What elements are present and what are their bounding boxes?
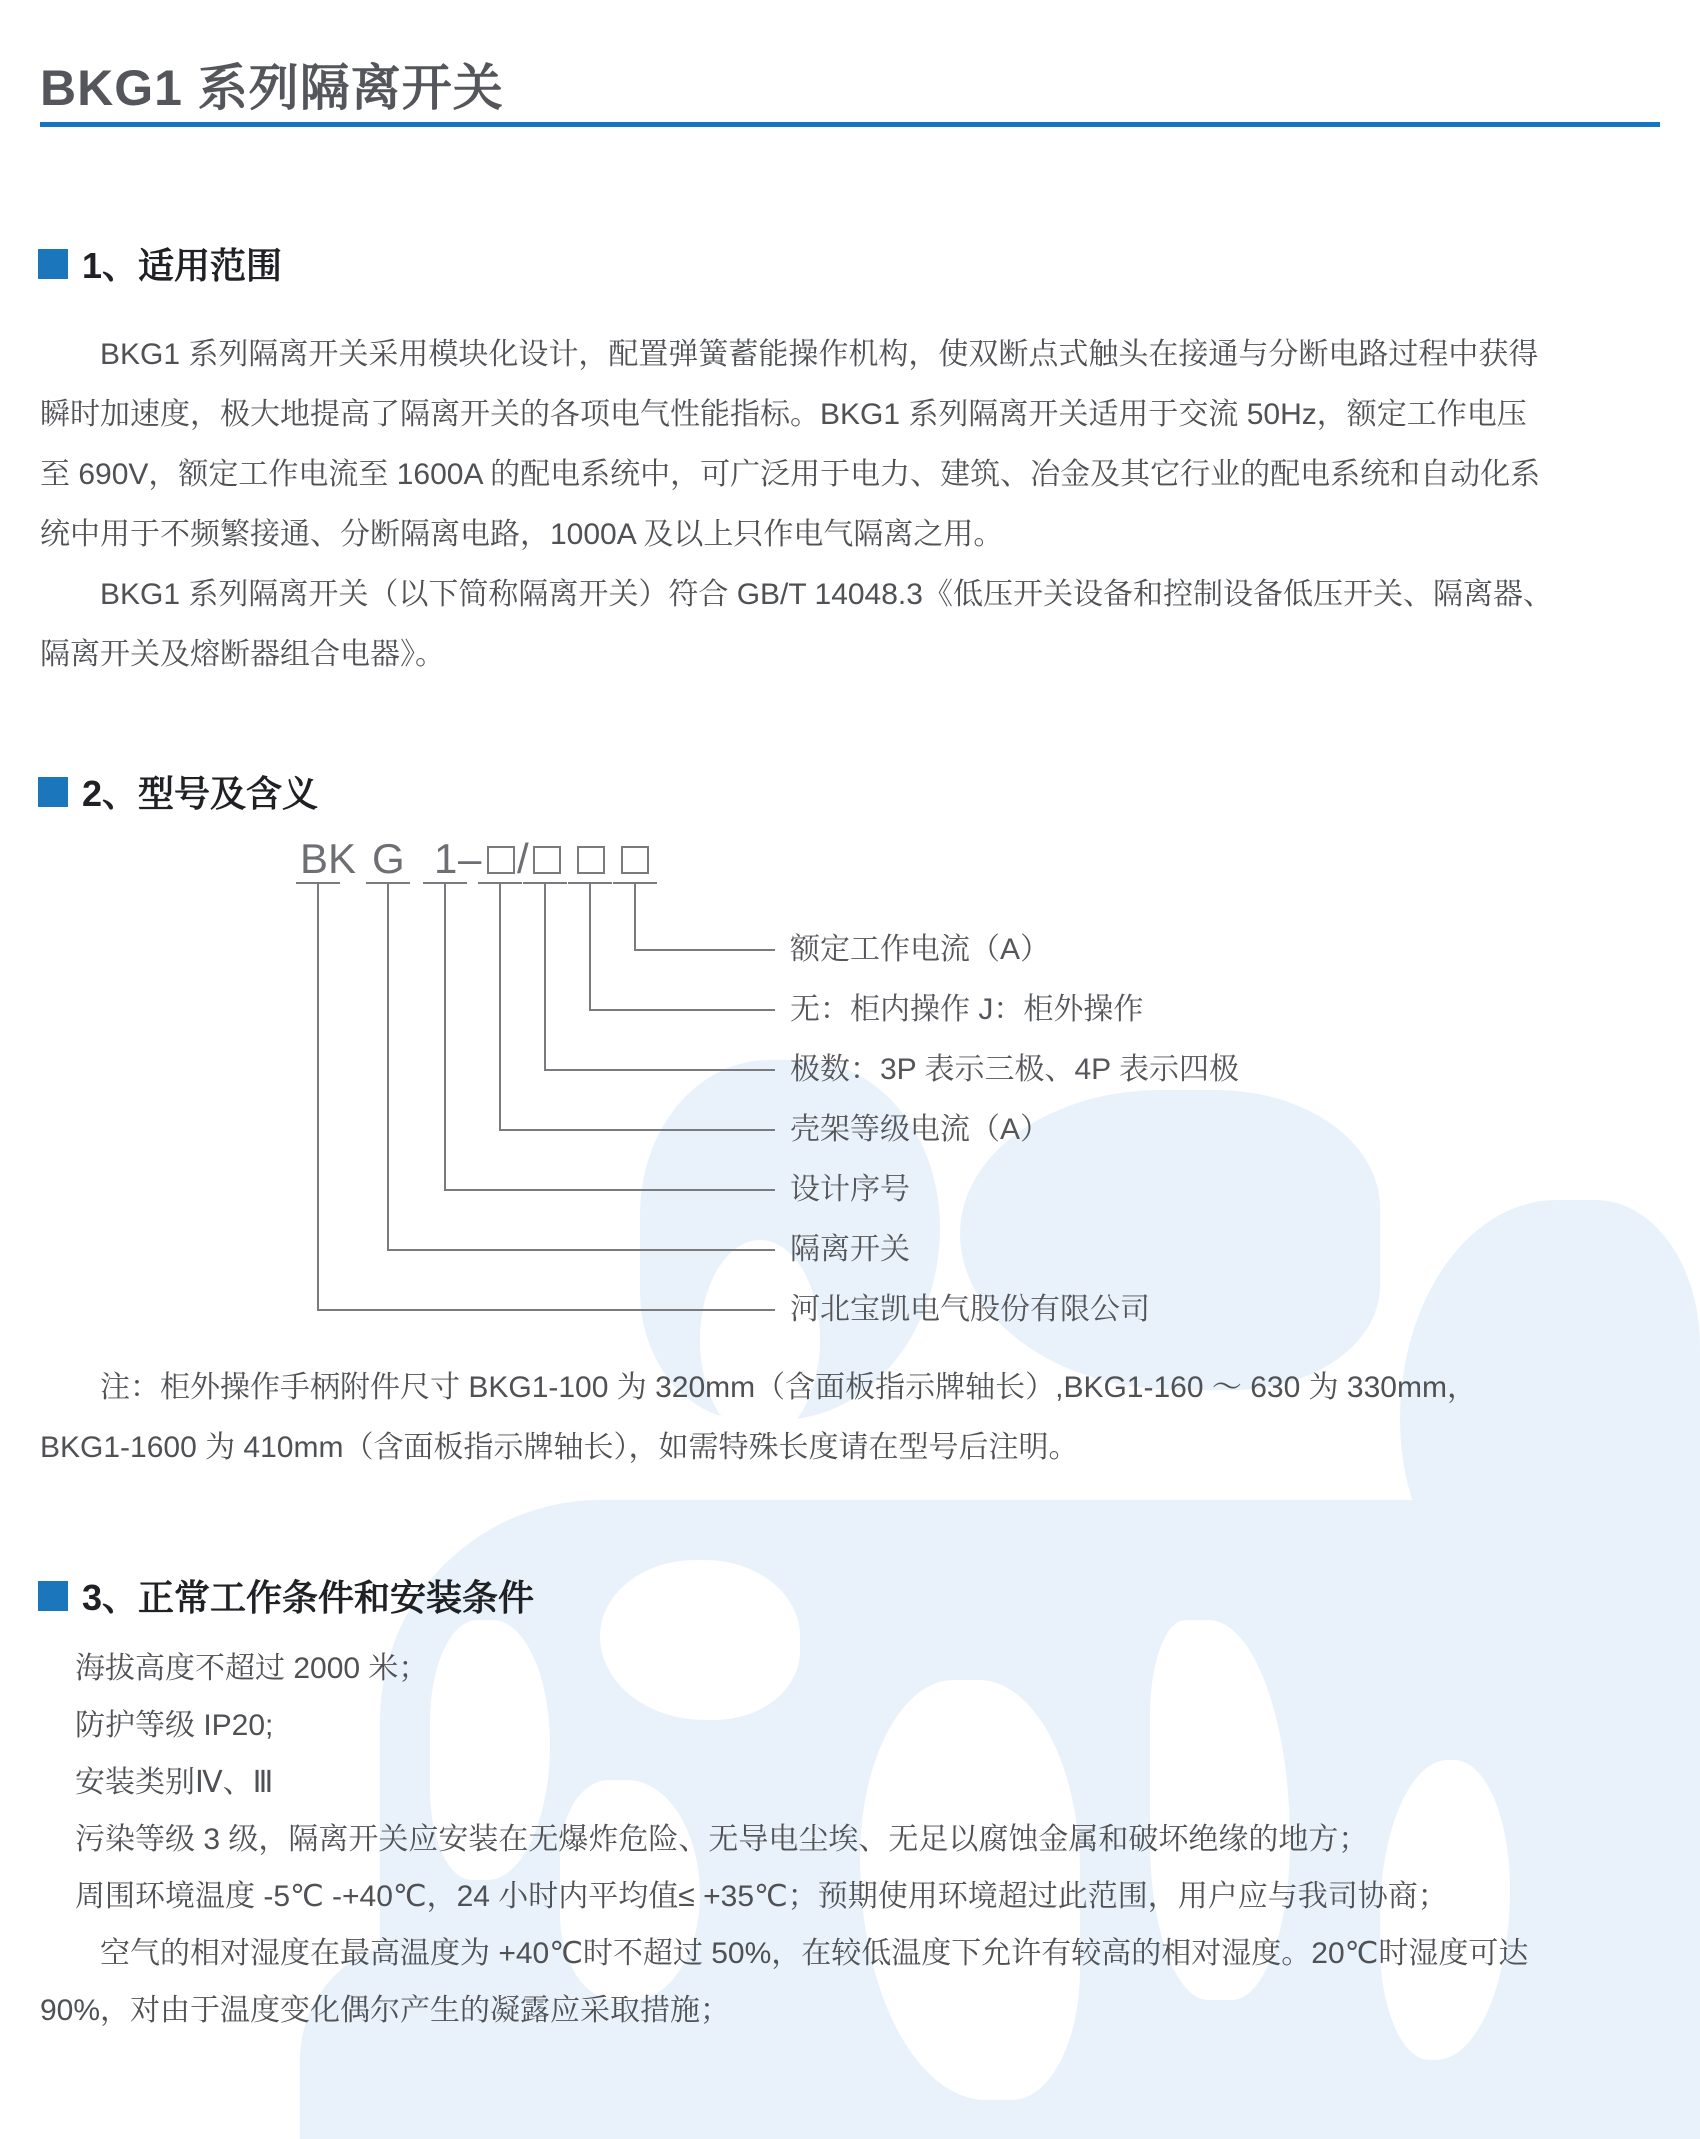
section3-bullet-square (38, 1581, 68, 1611)
note-line: 注：柜外操作手柄附件尺寸 BKG1-100 为 320mm（含面板指示牌轴长）,BKG1-160 ～ 630 为 330mm， (100, 1371, 1477, 1404)
condition-line: 空气的相对湿度在最高温度为 +40℃时不超过 50%，在较低温度下允许有较高的相对湿度。20℃时湿度可达 (100, 1937, 1529, 1970)
diagram-label: 壳架等级电流（A） (790, 1113, 1051, 1146)
note-line: BKG1-1600 为 410mm（含面板指示牌轴长），如需特殊长度请在型号后注明。 (40, 1431, 1079, 1464)
condition-line: 海拔高度不超过 2000 米； (75, 1652, 429, 1685)
model-segment-g: G (372, 835, 405, 882)
condition-line: 安装类别Ⅳ、Ⅲ (75, 1766, 274, 1799)
paragraph-line: 至 690V，额定工作电流至 1600A 的配电系统中，可广泛用于电力、建筑、冶金及其它行业的配电系统和自动化系 (40, 458, 1541, 491)
section2-bullet-square (38, 777, 68, 807)
diagram-label: 河北宝凯电气股份有限公司 (790, 1293, 1150, 1326)
model-dash: – (458, 835, 482, 882)
model-segment-bk: BK (300, 835, 357, 882)
diagram-label: 极数：3P 表示三极、4P 表示四极 (790, 1053, 1239, 1086)
section2-heading (38, 766, 318, 817)
paragraph-line: 统中用于不频繁接通、分断隔离电路，1000A 及以上只作电气隔离之用。 (40, 518, 1004, 551)
model-segment-1: 1 (434, 835, 458, 882)
condition-line: 周围环境温度 -5℃ -+40℃，24 小时内平均值≤ +35℃；预期使用环境超过此范围，用户应与我司协商； (75, 1880, 1448, 1913)
section1-heading-text: 1、适用范围 (82, 245, 283, 286)
condition-line: 污染等级 3 级，隔离开关应安装在无爆炸危险、无导电尘埃、无足以腐蚀金属和破坏绝缘的地方； (75, 1823, 1369, 1856)
diagram-label: 无：柜内操作 J：柜外操作 (790, 993, 1144, 1026)
diagram-label: 设计序号 (790, 1173, 910, 1206)
diagram-label: 隔离开关 (790, 1233, 910, 1266)
section3-body (0, 1640, 1700, 2039)
condition-line: 90%，对由于温度变化偶尔产生的凝露应采取措施； (40, 1994, 731, 2027)
model-designation-diagram (0, 830, 1700, 1342)
paragraph-line: BKG1 系列隔离开关（以下简称隔离开关）符合 GB/T 14048.3《低压开关设备和控制设备低压开关、隔离器、 (100, 578, 1553, 611)
section2-heading-text: 2、型号及含义 (82, 773, 319, 814)
section1-body (40, 325, 1660, 685)
section1-bullet-square (38, 249, 68, 279)
model-note (40, 1358, 1660, 1478)
paragraph-line: 隔离开关及熔断器组合电器》。 (40, 638, 445, 671)
section1-heading (38, 238, 282, 289)
page-title: BKG1 系列隔离开关 (40, 60, 504, 116)
condition-line: 防护等级 IP20; (75, 1709, 274, 1742)
paragraph-line: BKG1 系列隔离开关采用模块化设计，配置弹簧蓄能操作机构，使双断点式触头在接通与分断电路过程中获得 (100, 338, 1539, 371)
diagram-label: 额定工作电流（A） (790, 933, 1051, 966)
section3-heading (38, 1570, 534, 1621)
model-slash: / (517, 835, 529, 882)
paragraph-line: 瞬时加速度，极大地提高了隔离开关的各项电气性能指标。BKG1 系列隔离开关适用于交流 50Hz，额定工作电压 (40, 398, 1527, 431)
section3-heading-text: 3、正常工作条件和安装条件 (82, 1577, 535, 1618)
title-divider (40, 122, 1660, 127)
